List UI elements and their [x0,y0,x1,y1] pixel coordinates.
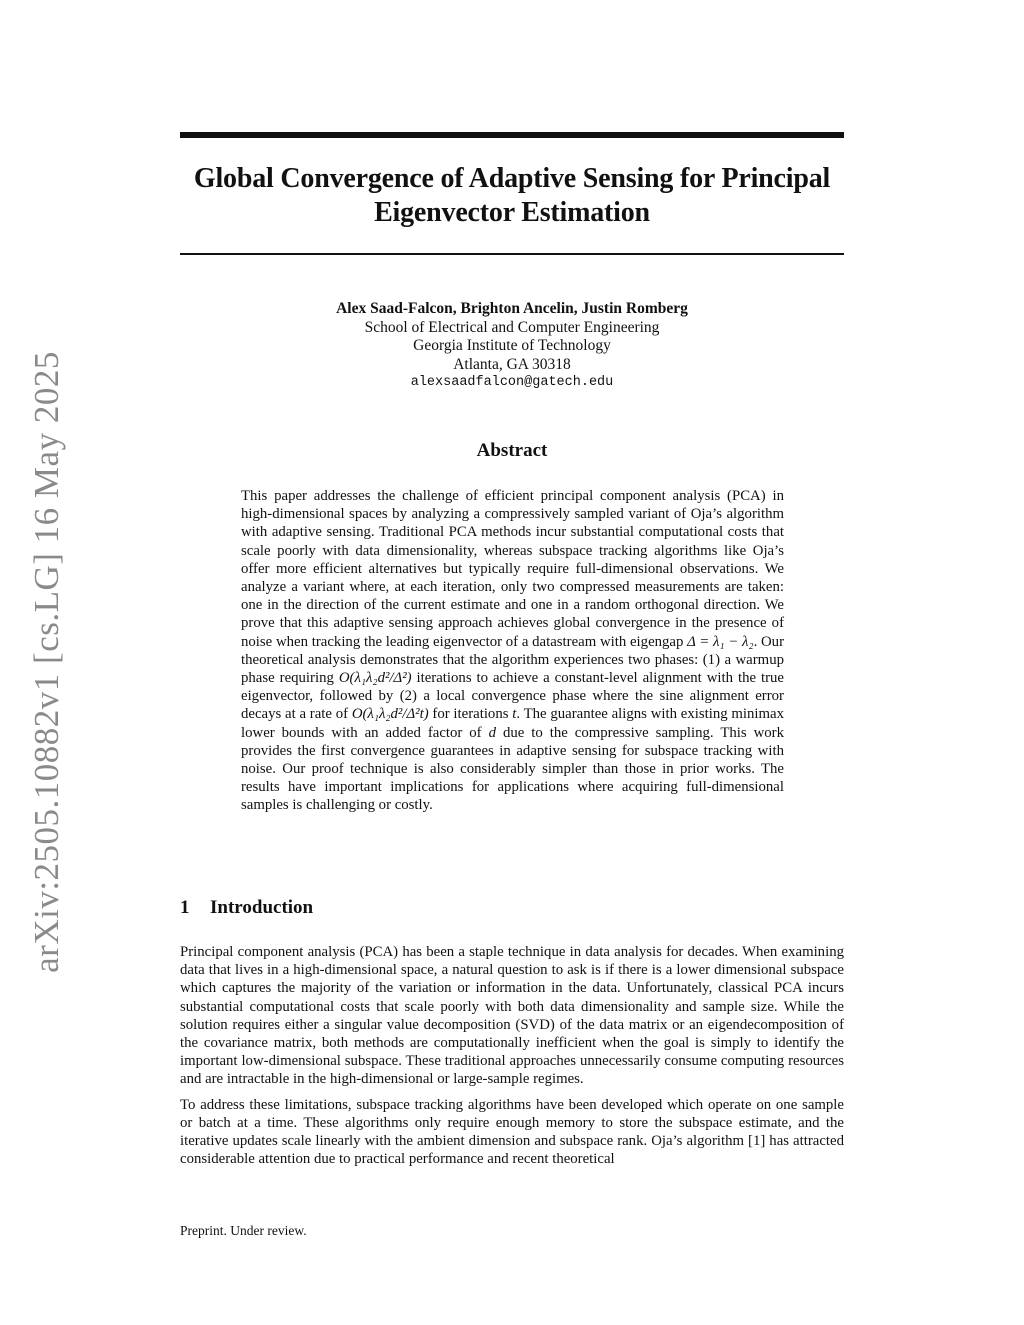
paper-title [160,162,864,230]
abstract-heading: Abstract [476,440,548,461]
arxiv-identifier-stamp: arXiv:2505.10882v1 [cs.LG] 16 May 2025 [27,351,66,973]
author-affiliation: School of Electrical and Computer Engineering [364,318,660,336]
title-top-rule [180,132,844,138]
abstract-text-2: . Our theoretical analysis demonstrates that the algorithm experiences two phases: (1) a warmup phase requiring [241,633,785,687]
author-location: Atlanta, GA 30318 [453,355,571,373]
abstract-math-d: d [488,724,496,741]
introduction-body [180,943,844,1175]
abstract-math-t: t [512,706,517,723]
abstract-math-decay-rate: O(λ₁λ₂d²/Δ²t) [351,706,429,723]
author-block [180,300,844,393]
title-line-1: Global Convergence of Adaptive Sensing for Principal [193,163,831,194]
author-names: Alex Saad-Falcon, Brighton Ancelin, Justin Romberg [336,300,688,317]
title-bottom-rule [180,253,844,255]
section-title: Introduction [210,897,314,918]
intro-paragraph-1: Principal component analysis (PCA) has been a staple technique in data analysis for decades. When examining data that lives in a high-dimensional space, a natural question to ask is if there is a lower dimensional subspace which captures the majority of the variation or information in the data. Unfortunately, classical PCA incurs substantial computational costs that scale poorly with both data dimensionality and sample size. While the solution requires either a singular value decomposition (SVD) of the data matrix or an eigendecomposition of the covariance matrix, both methods are computationally inefficient when the goal is simply to identify the important low-dimensional subspace. These traditional approaches unnecessarily consume computing resources and are intractable in the high-dimensional or large-sample regimes. [180,944,844,1088]
author-email: alexsaadfalcon@gatech.edu [410,375,614,390]
abstract-body [241,487,784,815]
abstract-text-3: iterations to achieve a constant-level alignment with the true eigenvector, followed by (2) a local convergence phase where the sine alignment error decays at a rate of [241,670,785,723]
intro-paragraph-2: To address these limitations, subspace tracking algorithms have been developed which operate on one sample or batch at a time. These algorithms only require enough memory to store the subspace estimate, and the iterative updates scale linearly with the ambient dimension and subspace rank. Oja’s algorithm [1] has attracted considerable attention due to practical performance and recent theoretical [180,1096,844,1168]
section-number: 1 [180,897,190,918]
abstract-text-6: due to the compressive sampling. This work provides the first convergence guarantees in adaptive sensing for subspace tracking with noise. Our proof technique is also considerably simpler than those in prior works. The results have important implications for applications where acquiring full-dimensional samples is challenging or costly. [241,724,784,814]
abstract-math-warmup-rate: O(λ₁λ₂d²/Δ²) [338,670,412,687]
abstract-text-1: This paper addresses the challenge of efficient principal component analysis (PCA) in high-dimensional spaces by analyzing a compressively sampled variant of Oja’s algorithm with adaptive sensing. Traditional PCA methods incur substantial computational costs that scale poorly with data dimensionality, whereas subspace tracking algorithms like Oja’s offer more efficient alternatives but typically require full-dimensional observations. We analyze a variant where, at each iteration, only two compressed measurements are taken: one in the direction of the current estimate and one in a random orthogonal direction. We prove that this adaptive sensing approach achieves global convergence in the presence of noise when tracking the leading eigenvector of a datastream with eigengap [241,488,784,650]
title-line-2: Eigenvector Estimation [374,197,650,228]
abstract-math-eigengap: Δ = λ₁ − λ₂ [687,633,754,650]
preprint-footnote: Preprint. Under review. [180,1223,307,1238]
author-institution: Georgia Institute of Technology [413,337,611,354]
abstract-text-5: . The guarantee aligns with existing minimax lower bounds with an added factor of [241,706,784,741]
section-heading-introduction [180,897,580,919]
abstract-text-4: for iterations [428,706,513,723]
